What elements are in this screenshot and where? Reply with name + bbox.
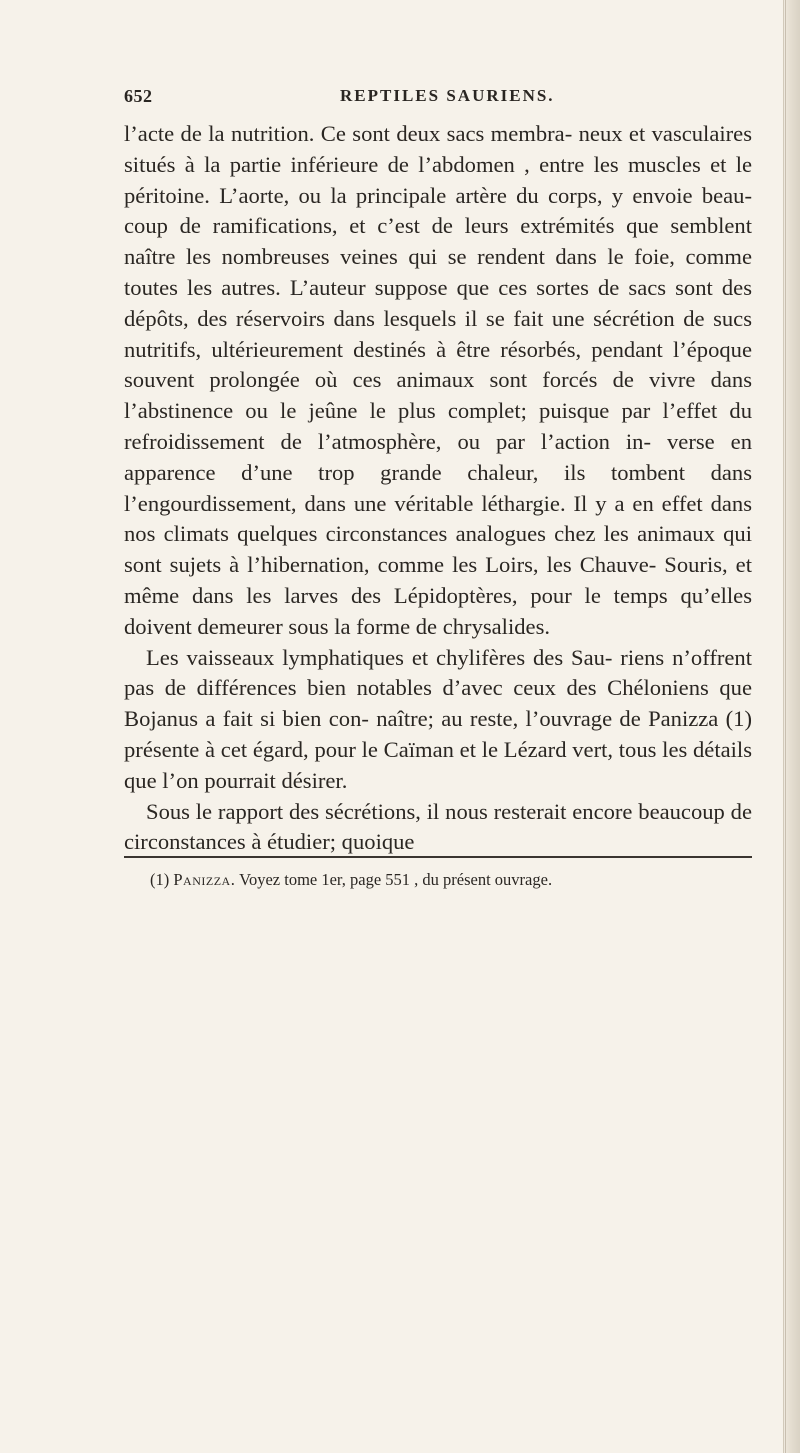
paragraph-1: l’acte de la nutrition. Ce sont deux sacs membra- neux et vasculaires situés à la partie inférieure de l’abdomen , entre les muscles et le péritoine. L’aorte, ou la principale artère du corps, y envoie beau- coup de ramifications, et c’est de leurs extrémités que semblent naître les nombreuses veines qui se rendent dans le foie, comme toutes les autres. L’auteur suppose que ces sortes de sacs sont des dépôts, des réservoirs dans lesquels il se fait une sécrétion de sucs nutritifs, ultérieurement destinés à être résorbés, pendant l’époque souvent prolongée où ces animaux sont forcés de vivre dans l’abstinence ou le jeûne le plus complet; puisque par l’effet du refroidissement de l’atmosphère, ou par l’action in- verse en apparence d’une trop grande chaleur, ils tombent dans l’engourdissement, dans une véritable léthargie. Il y a en effet dans nos climats quelques circonstances analogues chez les animaux qui sont sujets à l’hibernation, comme les Loirs, les Chauve- Souris, et même dans les larves des Lépidoptères, pour le temps qu’elles doivent demeurer sous la forme de chrysalides. [124,121,752,639]
body-text [124,119,752,858]
footnote-rule [124,856,752,858]
footnote-marker: (1) [150,870,170,889]
footnote-text: Voyez tome 1er, page 551 , du présent ouvrage. [239,870,553,889]
page-fold-line [785,0,786,1453]
paragraph-3: Sous le rapport des sécrétions, il nous resterait encore beaucoup de circonstances à étudier; quoique [124,798,752,855]
footnote [150,869,770,891]
paragraph-2: Les vaisseaux lymphatiques et chylifères des Sau- riens n’offrent pas de différences bien notables d’avec ceux des Chéloniens que Bojanus a fait si bien con- naître; au reste, l’ouvrage de Panizza (1) présente à cet égard, pour le Caïman et le Lézard vert, tous les détails que l’on pourrait désirer. [124,644,752,793]
running-head [124,86,752,112]
section-title: REPTILES SAURIENS. [340,86,555,105]
footnote-author: Panizza. [173,870,236,889]
page-number: 652 [124,86,153,106]
